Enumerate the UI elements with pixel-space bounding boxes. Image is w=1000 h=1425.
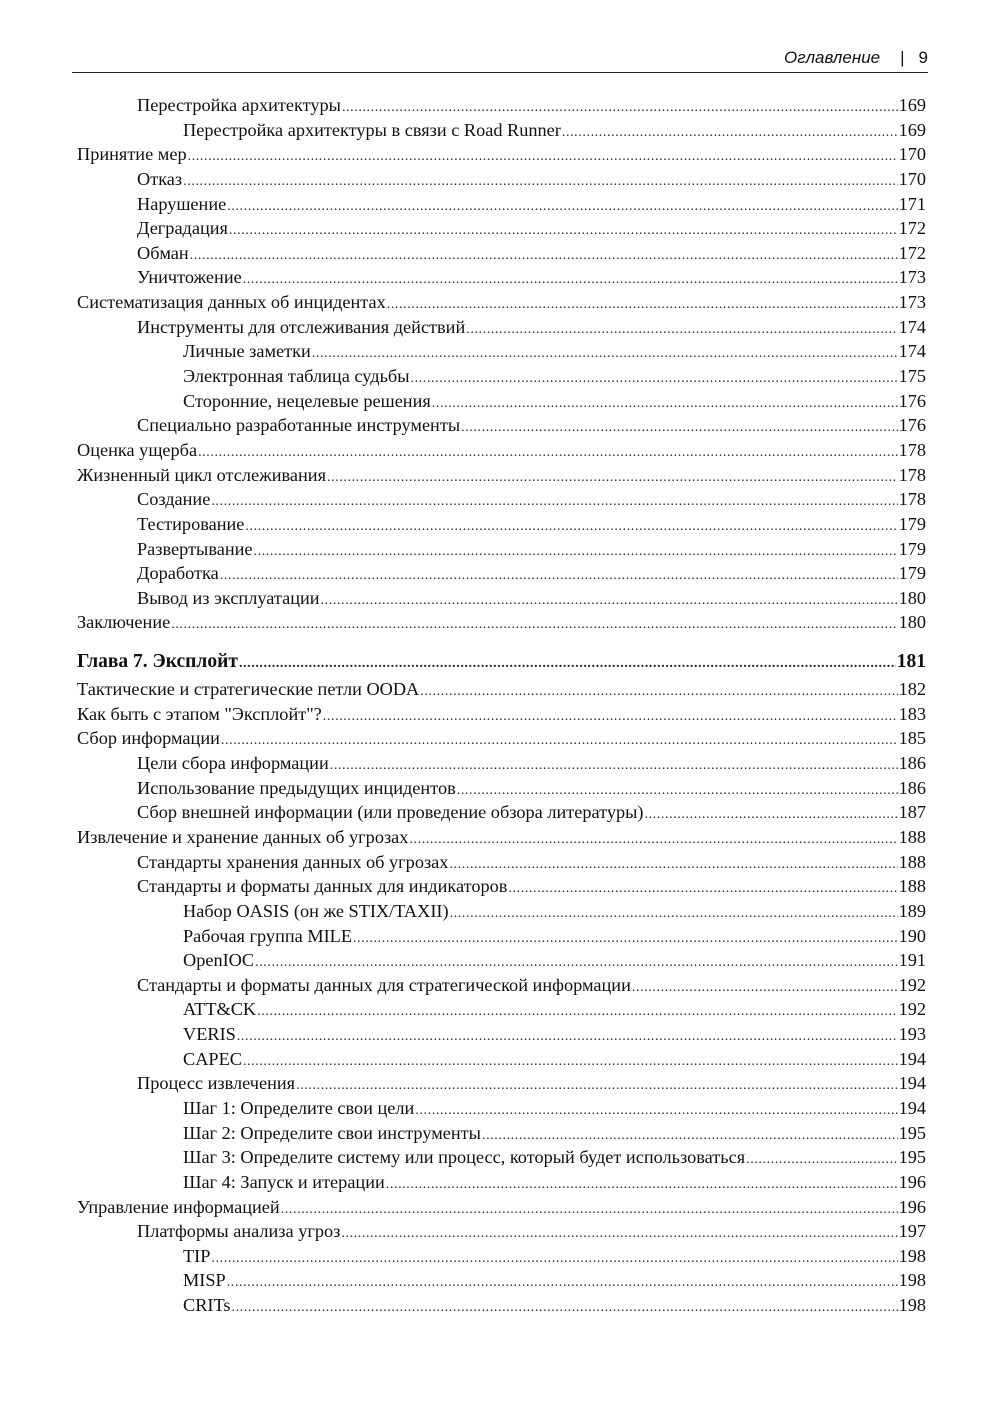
toc-entry-title: Оценка ущерба (77, 439, 198, 460)
running-header (72, 44, 928, 73)
toc-entry[interactable] (77, 1293, 926, 1318)
dot-leader (231, 1296, 897, 1321)
toc-entry-page: 187 (898, 802, 926, 823)
toc-entry-page: 174 (898, 316, 926, 337)
toc-entry-title: Как быть с этапом "Эксплойт"? (77, 703, 322, 724)
dot-leader (386, 1173, 898, 1198)
dot-leader (327, 466, 898, 491)
toc-entry-title: Набор OASIS (он же STIX/TAXII) (183, 900, 449, 921)
toc-entry[interactable] (77, 825, 926, 850)
toc-entry[interactable] (77, 487, 926, 512)
toc-entry[interactable] (77, 948, 926, 973)
toc-entry[interactable] (77, 438, 926, 463)
toc-entry[interactable] (77, 1047, 926, 1072)
toc-entry[interactable] (77, 874, 926, 899)
toc-entry-page: 172 (898, 218, 926, 239)
toc-entry-page: 172 (898, 242, 926, 263)
toc-entry[interactable] (77, 751, 926, 776)
toc-entry-title: CAPEC (183, 1048, 242, 1069)
toc-entry[interactable] (77, 93, 926, 118)
toc-entry-page: 173 (898, 292, 926, 313)
toc-entry[interactable] (77, 413, 926, 438)
toc-entry[interactable] (77, 512, 926, 537)
toc-entry-page: 180 (898, 612, 926, 633)
toc-entry-page: 179 (898, 513, 926, 534)
toc-entry-page: 188 (898, 851, 926, 872)
toc-entry[interactable] (77, 677, 926, 702)
toc-entry-page: 196 (898, 1196, 926, 1217)
dot-leader (353, 927, 898, 952)
toc-entry-page: 198 (898, 1295, 926, 1316)
toc-entry-page: 169 (898, 119, 926, 140)
toc-entry-title: Стандарты и форматы данных для индикаторов (137, 876, 508, 897)
toc-entry[interactable] (77, 364, 926, 389)
toc-entry-page: 178 (898, 439, 926, 460)
dot-leader (245, 515, 897, 540)
dot-leader (341, 1222, 897, 1247)
toc-entry-page: 188 (898, 826, 926, 847)
dot-leader (281, 1198, 898, 1223)
toc-entry[interactable] (77, 1195, 926, 1220)
toc-entry-title: Доработка (137, 563, 219, 584)
toc-entry[interactable] (77, 850, 926, 875)
toc-entry-title: Вывод из эксплуатации (137, 587, 320, 608)
dot-leader (227, 1271, 898, 1296)
toc-entry[interactable] (77, 610, 926, 635)
dot-leader (323, 705, 898, 730)
toc-entry-page: 198 (898, 1270, 926, 1291)
toc-entry-title: Деградация (137, 218, 228, 239)
toc-entry-page: 176 (898, 390, 926, 411)
toc-entry-page: 190 (898, 925, 926, 946)
toc-entry-title: Перестройка архитектуры (137, 95, 341, 115)
toc-entry[interactable] (77, 142, 926, 167)
toc-entry-title: OpenIOC (183, 950, 255, 971)
toc-entry-page: 186 (898, 753, 926, 774)
toc-entry[interactable] (77, 726, 926, 751)
toc-entry[interactable] (77, 315, 926, 340)
dot-leader (188, 145, 898, 170)
toc-entry[interactable] (77, 1145, 926, 1170)
toc-entry-title: Специально разработанные инструменты (137, 415, 461, 436)
toc-entry-title: Глава 7. Эксплойт (77, 651, 238, 673)
toc-entry-title: Шаг 3: Определите систему или процесс, который будет использоваться (183, 1147, 746, 1168)
dot-leader (171, 613, 897, 638)
table-of-contents (77, 93, 926, 1318)
dot-leader (239, 649, 896, 679)
toc-entry-page: 197 (898, 1221, 926, 1242)
toc-entry-title: Систематизация данных об инцидентах (77, 292, 386, 313)
toc-entry[interactable] (77, 167, 926, 192)
toc-entry-title: Тактические и стратегические петли OODA (77, 679, 420, 700)
toc-entry-title: TIP (183, 1245, 211, 1266)
toc-entry-title: Электронная таблица судьбы (183, 366, 410, 387)
toc-entry-title: Принятие мер (77, 144, 187, 165)
toc-entry-page: 186 (898, 777, 926, 798)
toc-entry-title: Управление информацией (77, 1196, 280, 1217)
toc-entry[interactable] (77, 1170, 926, 1195)
toc-entry[interactable] (77, 339, 926, 364)
toc-entry[interactable] (77, 973, 926, 998)
toc-chapter-entry[interactable] (77, 647, 926, 677)
dot-leader (211, 490, 897, 515)
header-page-number: 9 (918, 48, 928, 67)
toc-entry[interactable] (77, 265, 926, 290)
toc-entry-title: Стандарты хранения данных об угрозах (137, 851, 449, 872)
toc-entry[interactable] (77, 216, 926, 241)
toc-entry-page: 178 (898, 464, 926, 485)
toc-entry[interactable] (77, 1121, 926, 1146)
dot-leader (409, 828, 897, 853)
toc-entry-page: 194 (898, 1073, 926, 1094)
toc-entry-title: Использование предыдущих инцидентов (137, 777, 456, 798)
dot-leader (645, 803, 898, 828)
toc-entry-title: Перестройка архитектуры в связи с Road Runner (183, 119, 561, 140)
header-title: Оглавление (784, 48, 881, 67)
toc-entry-title: Создание (137, 489, 211, 510)
header-separator: | (900, 48, 905, 67)
toc-entry-title: Сбор информации (77, 728, 220, 749)
dot-leader (229, 219, 898, 244)
dot-leader (211, 1247, 897, 1272)
dot-leader (411, 367, 898, 392)
toc-entry[interactable] (77, 561, 926, 586)
toc-entry-title: Жизненный цикл отслеживания (77, 464, 326, 485)
toc-entry-title: Обман (137, 242, 189, 263)
toc-entry-page: 191 (898, 950, 926, 971)
toc-entry-title: Личные заметки (183, 341, 311, 362)
toc-entry-page: 174 (898, 341, 926, 362)
toc-entry-page: 180 (898, 587, 926, 608)
toc-entry[interactable] (77, 1244, 926, 1269)
toc-entry-page: 195 (898, 1147, 926, 1168)
dot-leader (321, 589, 898, 614)
toc-entry[interactable] (77, 702, 926, 727)
toc-entry[interactable] (77, 537, 926, 562)
toc-entry-title: Извлечение и хранение данных об угрозах (77, 826, 409, 847)
dot-leader (257, 1000, 897, 1025)
toc-entry-page: 182 (898, 679, 926, 700)
toc-entry-page: 195 (898, 1122, 926, 1143)
toc-entry-title: Сбор внешней информации (или проведение обзора литературы) (137, 802, 644, 823)
dot-leader (420, 680, 897, 705)
toc-entry-title: Шаг 1: Определите свои цели (183, 1097, 415, 1118)
toc-entry-title: Шаг 2: Определите свои инструменты (183, 1122, 481, 1143)
toc-entry[interactable] (77, 1219, 926, 1244)
toc-entry[interactable] (77, 192, 926, 217)
dot-leader (466, 318, 897, 343)
toc-entry[interactable] (77, 586, 926, 611)
toc-entry-page: 181 (896, 651, 926, 673)
toc-entry-page: 175 (898, 366, 926, 387)
toc-entry-page: 198 (898, 1245, 926, 1266)
toc-entry-title: Шаг 4: Запуск и итерации (183, 1171, 385, 1192)
toc-entry-page: 173 (898, 267, 926, 288)
dot-leader (415, 1099, 897, 1124)
dot-leader (432, 392, 898, 417)
toc-entry-title: Тестирование (137, 513, 245, 534)
dot-leader (449, 853, 897, 878)
dot-leader (254, 540, 898, 565)
dot-leader (227, 195, 897, 220)
toc-entry[interactable] (77, 389, 926, 414)
toc-entry-title: ATT&CK (183, 999, 257, 1020)
dot-leader (562, 121, 898, 146)
toc-entry-title: Уничтожение (137, 267, 242, 288)
toc-entry-title: VERIS (183, 1024, 236, 1045)
dot-leader (220, 564, 898, 589)
toc-entry-page: 196 (898, 1171, 926, 1192)
dot-leader (632, 976, 898, 1001)
toc-entry-page: 192 (898, 999, 926, 1020)
toc-entry-title: Процесс извлечения (137, 1073, 296, 1094)
dot-leader (237, 1025, 898, 1050)
toc-entry-page: 179 (898, 538, 926, 559)
toc-entry-page: 169 (898, 95, 926, 115)
toc-entry[interactable] (77, 241, 926, 266)
toc-entry-title: Сторонние, нецелевые решения (183, 390, 431, 411)
toc-entry[interactable] (77, 800, 926, 825)
toc-entry-title: CRITs (183, 1295, 231, 1316)
toc-entry-page: 183 (898, 703, 926, 724)
toc-entry-title: Нарушение (137, 193, 227, 214)
toc-entry-title: Отказ (137, 168, 183, 189)
toc-entry-title: Платформы анализа угроз (137, 1221, 341, 1242)
toc-entry-page: 192 (898, 974, 926, 995)
toc-entry-page: 179 (898, 563, 926, 584)
toc-entry[interactable] (77, 899, 926, 924)
toc-entry-page: 194 (898, 1048, 926, 1069)
toc-entry[interactable] (77, 997, 926, 1022)
toc-entry-title: Заключение (77, 612, 171, 633)
toc-entry-page: 194 (898, 1097, 926, 1118)
toc-entry-page: 188 (898, 876, 926, 897)
dot-leader (183, 170, 897, 195)
toc-entry-page: 170 (898, 168, 926, 189)
toc-entry-title: Развертывание (137, 538, 253, 559)
toc-entry[interactable] (77, 1071, 926, 1096)
dot-leader (746, 1148, 897, 1173)
toc-entry-page: 189 (898, 900, 926, 921)
dot-leader (461, 416, 897, 441)
dot-leader (508, 877, 897, 902)
toc-entry-page: 171 (898, 193, 926, 214)
toc-entry-title: Рабочая группа MILE (183, 925, 353, 946)
toc-entry-page: 178 (898, 489, 926, 510)
toc-entry[interactable] (77, 1268, 926, 1293)
toc-entry[interactable] (77, 1022, 926, 1047)
toc-entry-title: Цели сбора информации (137, 753, 329, 774)
toc-entry-title: Инструменты для отслеживания действий (137, 316, 466, 337)
toc-entry[interactable] (77, 463, 926, 488)
toc-entry-title: Стандарты и форматы данных для стратегической информации (137, 974, 631, 995)
toc-entry-title: MISP (183, 1270, 226, 1291)
dot-leader (243, 1050, 898, 1075)
toc-entry-page: 185 (898, 728, 926, 749)
toc-entry[interactable] (77, 776, 926, 801)
dot-leader (450, 902, 898, 927)
toc-entry[interactable] (77, 924, 926, 949)
toc-entry[interactable] (77, 1096, 926, 1121)
toc-entry[interactable] (77, 118, 926, 143)
dot-leader (190, 244, 898, 269)
toc-entry[interactable] (77, 290, 926, 315)
toc-entry-page: 170 (898, 144, 926, 165)
toc-entry-page: 176 (898, 415, 926, 436)
toc-entry-page: 193 (898, 1024, 926, 1045)
